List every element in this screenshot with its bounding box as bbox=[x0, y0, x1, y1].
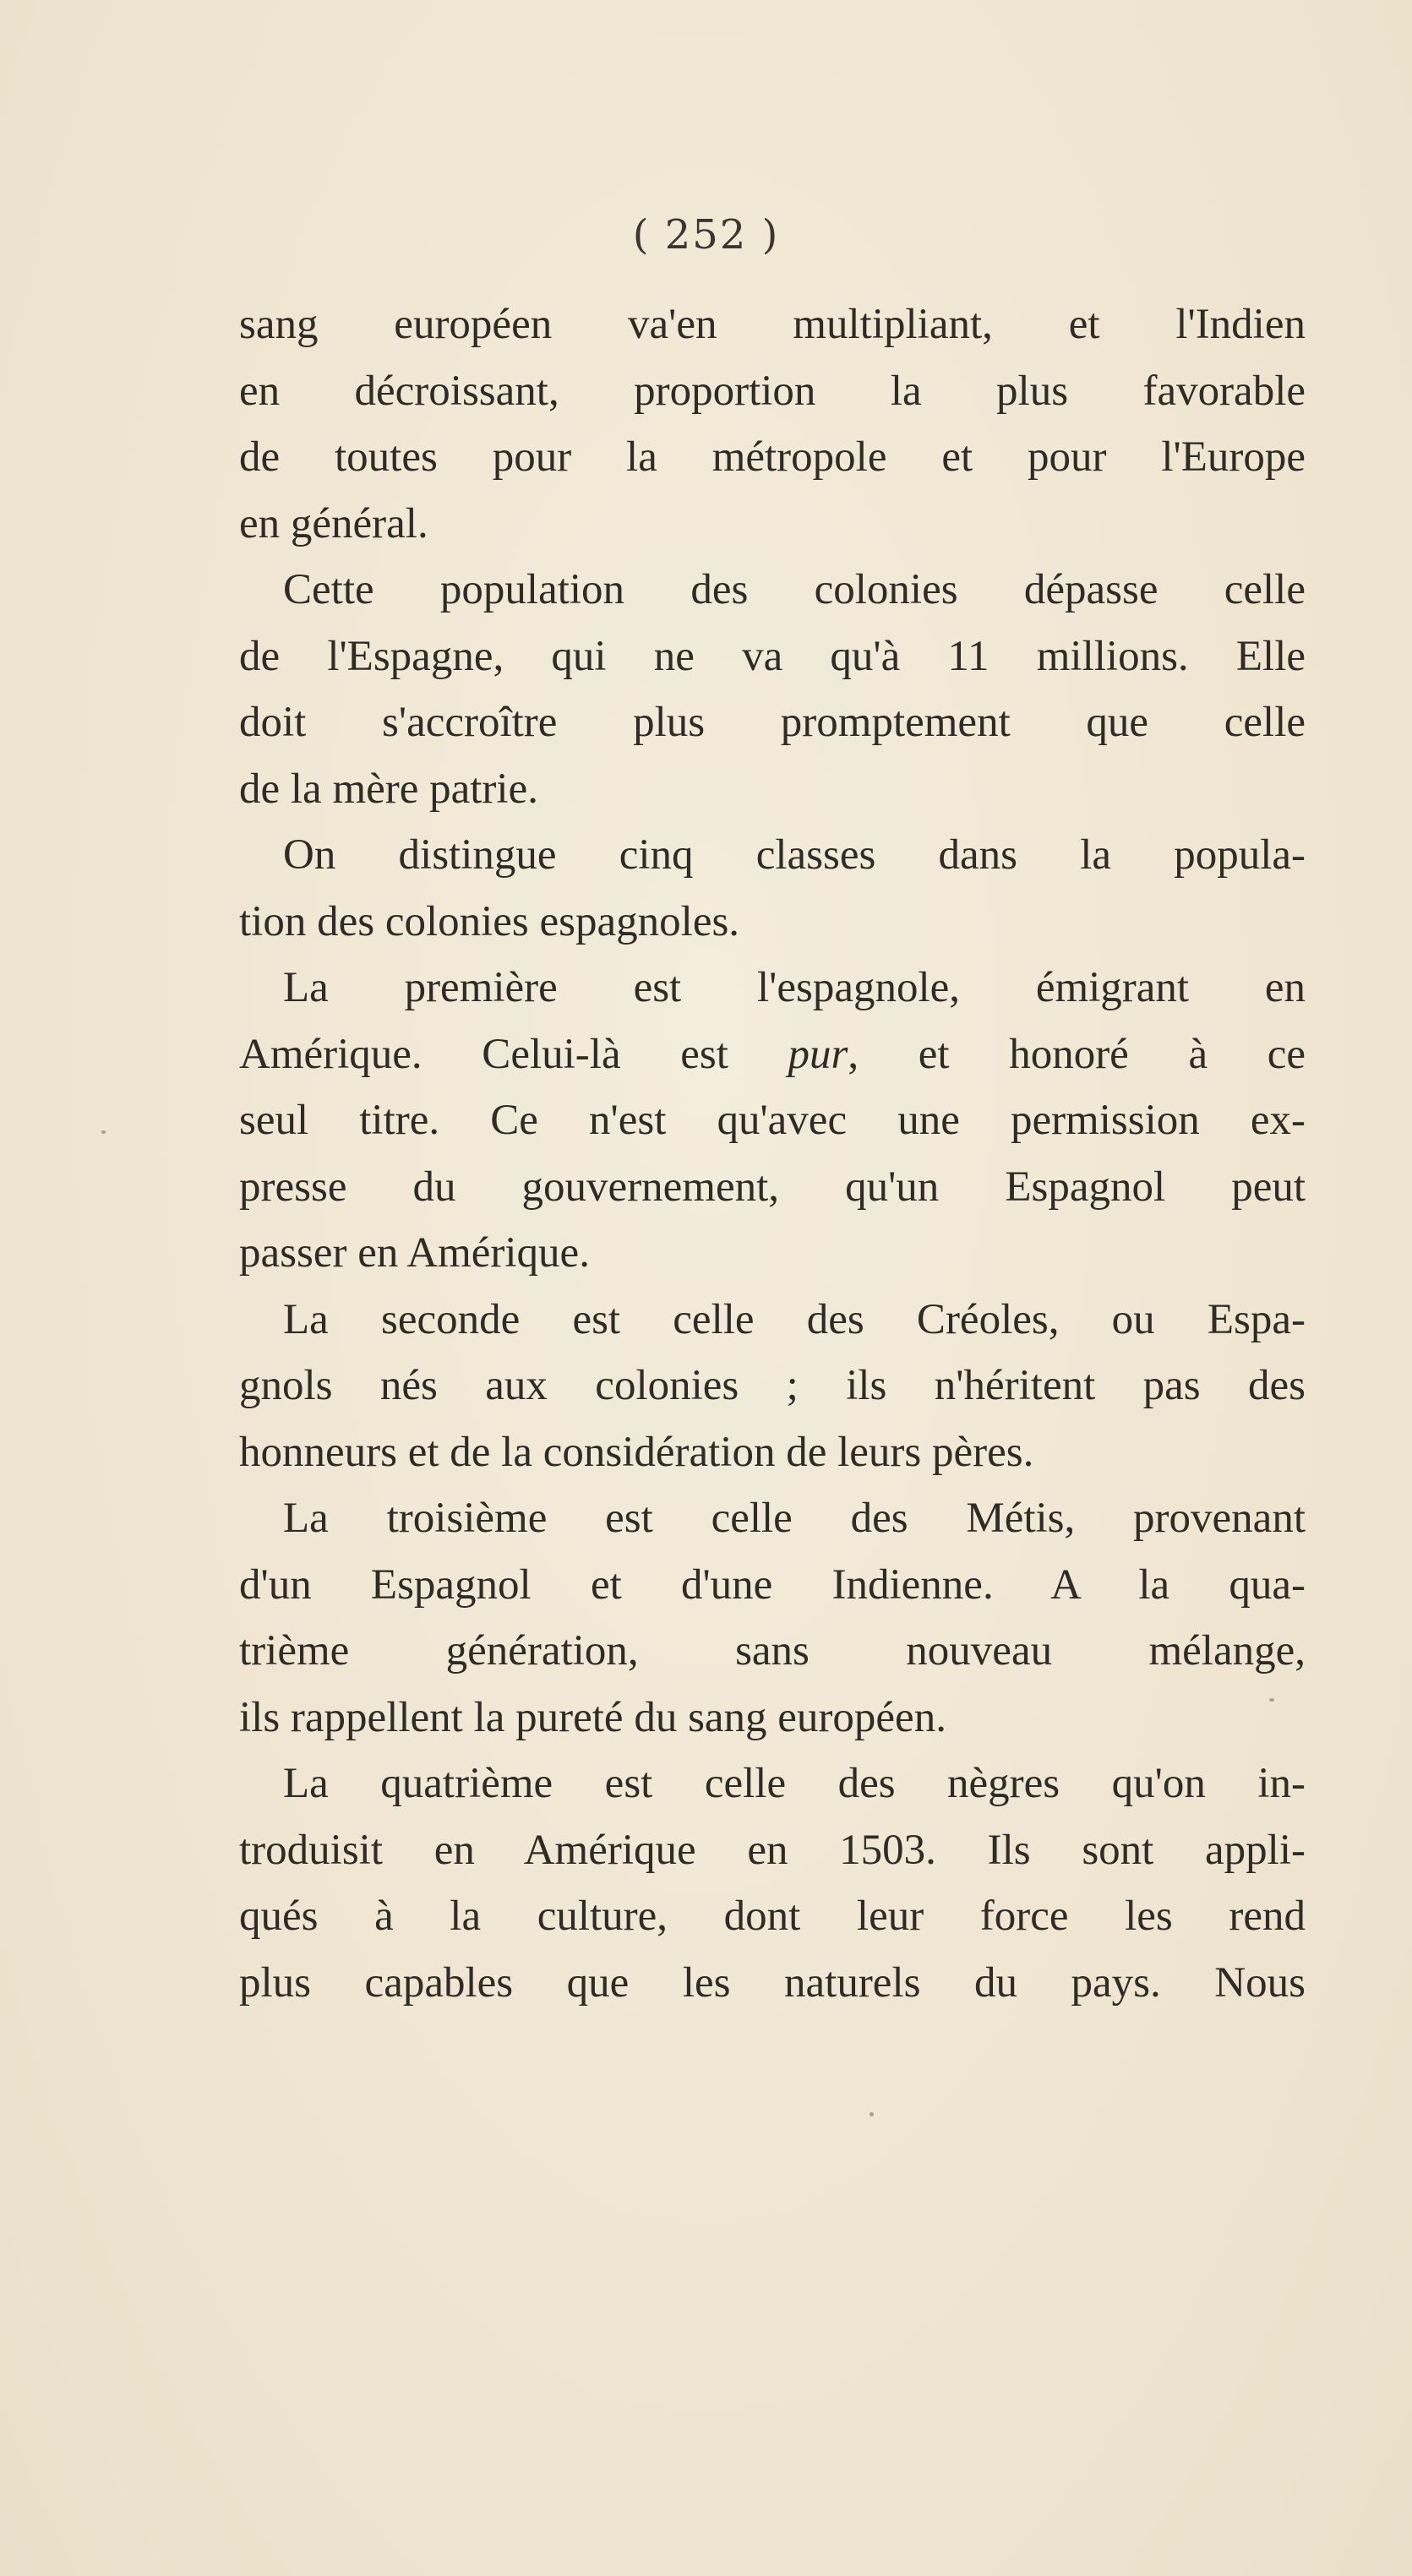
paper-speck bbox=[1269, 1698, 1274, 1702]
paper-speck bbox=[870, 2112, 874, 2116]
page-number: ( 252 ) bbox=[632, 211, 780, 259]
text-line: troduisit en Amérique en 1503. Ils sont appli- bbox=[239, 1826, 1306, 1874]
text-line: La quatrième est celle des nègres qu'on in- bbox=[283, 1760, 1306, 1807]
text-line: passer en Amérique. bbox=[239, 1229, 590, 1277]
text-line: qués à la culture, dont leur force les rend bbox=[239, 1893, 1306, 1940]
text-line: en décroissant, proportion la plus favorable bbox=[239, 367, 1306, 415]
text-line: La troisième est celle des Métis, provenant bbox=[283, 1495, 1306, 1542]
paper-speck bbox=[101, 1130, 106, 1134]
italic-word: pur bbox=[788, 1030, 848, 1078]
text-line: seul titre. Ce n'est qu'avec une permission ex- bbox=[239, 1097, 1306, 1144]
text-line: sang européen va'en multipliant, et l'Indien bbox=[239, 301, 1306, 348]
text-line: en général. bbox=[239, 499, 428, 547]
text-line: presse du gouvernement, qu'un Espagnol peut bbox=[239, 1163, 1306, 1211]
text-line: de toutes pour la métropole et pour l'Europe bbox=[239, 433, 1306, 481]
text-line: gnols nés aux colonies ; ils n'héritent pas des bbox=[239, 1362, 1306, 1409]
text-line: ils rappellent la pureté du sang européen. bbox=[239, 1693, 946, 1741]
text-line: Cette population des colonies dépasse celle bbox=[283, 566, 1306, 613]
text-line: trième génération, sans nouveau mélange, bbox=[239, 1627, 1306, 1675]
text-line: La seconde est celle des Créoles, ou Espa- bbox=[283, 1295, 1306, 1343]
text-line: de la mère patrie. bbox=[239, 765, 538, 813]
text-line: On distingue cinq classes dans la popula- bbox=[283, 831, 1306, 879]
text-line bbox=[239, 1021, 1306, 1088]
text-line: d'un Espagnol et d'une Indienne. A la qua- bbox=[239, 1560, 1306, 1609]
text-line: plus capables que les naturels du pays. Nous bbox=[239, 1958, 1306, 2007]
text-line: de l'Espagne, qui ne va qu'à 11 millions. Elle bbox=[239, 632, 1306, 680]
text-segment: , et honoré à ce bbox=[848, 1030, 1306, 1078]
text-line: La première est l'espagnole, émigrant en bbox=[283, 964, 1306, 1011]
text-line: doit s'accroître plus promptement que celle bbox=[239, 699, 1306, 746]
body-text bbox=[239, 291, 1306, 2016]
text-segment: Amérique. Celui-là est bbox=[239, 1030, 788, 1078]
text-line: honneurs et de la considération de leurs pères. bbox=[239, 1428, 1034, 1476]
text-line: tion des colonies espagnoles. bbox=[239, 897, 740, 945]
